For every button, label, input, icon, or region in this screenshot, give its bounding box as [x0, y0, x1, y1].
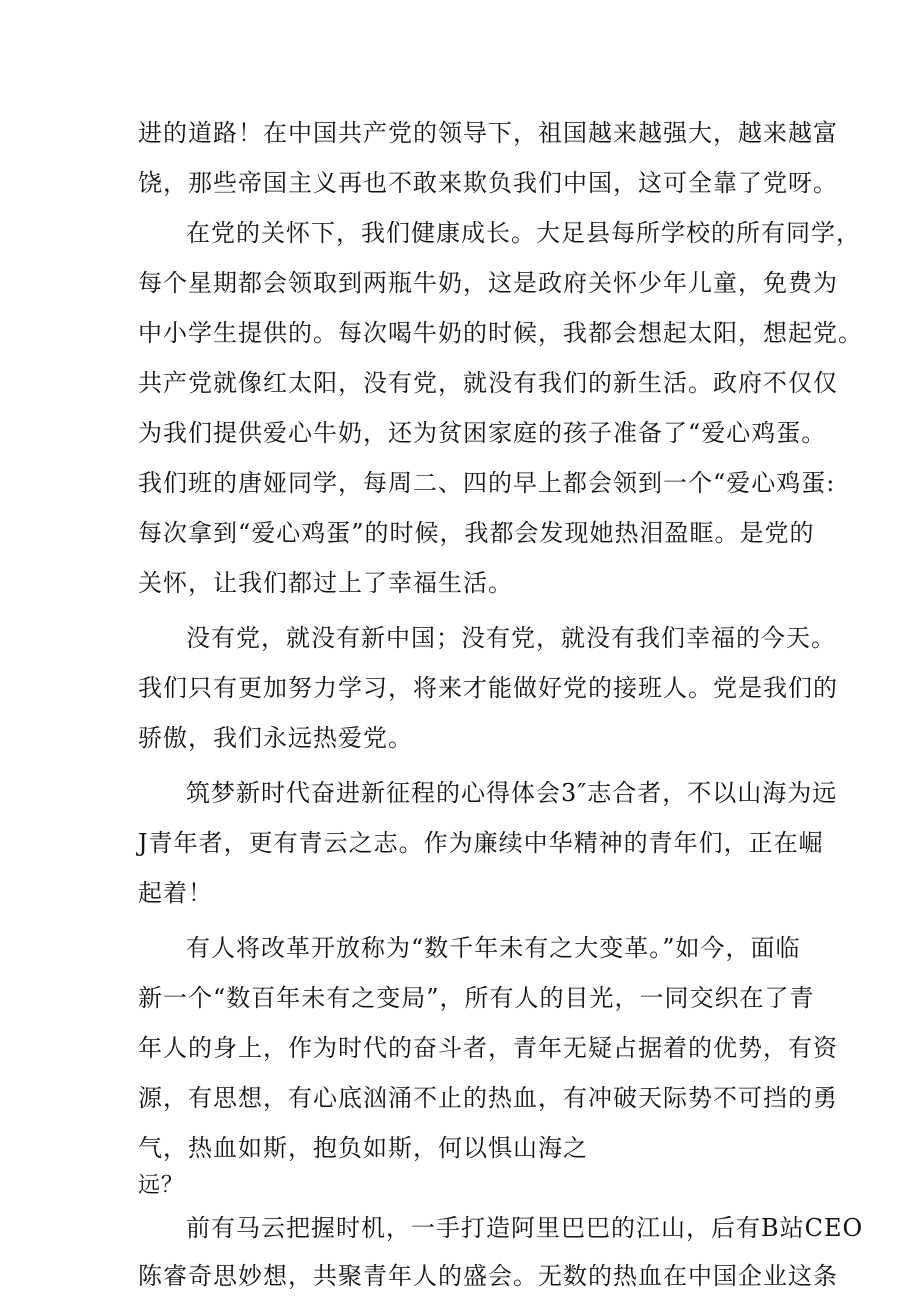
- text-line: 每次拿到“爱心鸡蛋”的时候，我都会发现她热泪盈眶。是党的: [138, 519, 815, 547]
- text-line: 起着！: [138, 879, 213, 907]
- text-line: J青年者，更有青云之志。作为廉续中华精神的青年们，正在崛: [138, 829, 824, 857]
- text-line: 饶，那些帝国主义再也不敢来欺负我们中国，这可全靠了党呀。: [138, 169, 838, 197]
- text-line: 关怀，让我们都过上了幸福生活。: [138, 569, 513, 597]
- text-line: 源，有思想，有心底汹涌不止的热血，有冲破天际势不可挡的勇: [138, 1084, 838, 1112]
- paragraph-start-line: 没有党，就没有新中国；没有党，就没有我们幸福的今天。: [186, 624, 836, 652]
- text-line: 我们班的唐娅同学，每周二、四的早上都会领到一个“爱心鸡蛋:: [138, 469, 836, 497]
- paragraph-start-line: 在党的关怀下，我们健康成长。大足县每所学校的所有同学，: [186, 219, 861, 247]
- paragraph-start-line: 有人将改革开放称为“数千年未有之大变革。”如今，面临: [186, 934, 801, 962]
- text-line: 新一个“数百年未有之变局”，所有人的目光，一同交织在了青: [138, 984, 815, 1012]
- text-line: 我们只有更加努力学习，将来才能做好党的接班人。党是我们的: [138, 674, 838, 702]
- text-line: 气，热血如斯，抱负如斯，何以惧山海之: [138, 1134, 588, 1162]
- text-line: 陈睿奇思妙想，共聚青年人的盛会。无数的热血在中国企业这条: [138, 1262, 838, 1290]
- text-line: 年人的身上，作为时代的奋斗者，青年无疑占据着的优势，有资: [138, 1034, 838, 1062]
- text-line: 中小学生提供的。每次喝牛奶的时候，我都会想起太阳，想起党。: [138, 319, 863, 347]
- text-line: 进的道路！在中国共产党的领导下，祖国越来越强大，越来越富: [138, 119, 838, 147]
- paragraph-start-line: 筑梦新时代奋进新征程的心得体会3″志合者，不以山海为远: [186, 779, 838, 807]
- text-line: 远？: [138, 1173, 185, 1198]
- text-line: 每个星期都会领取到两瓶牛奶，这是政府关怀少年儿童，免费为: [138, 269, 838, 297]
- text-line: 为我们提供爱心牛奶，还为贫困家庭的孩子准备了“爱心鸡蛋。: [138, 419, 827, 447]
- text-line: 共产党就像红太阳，没有党，就没有我们的新生活。政府不仅仅: [138, 369, 838, 397]
- paragraph-start-line: 前有马云把握时机，一手打造阿里巴巴的江山，后有B站CEO: [186, 1214, 864, 1242]
- text-line: 骄傲，我们永远热爱党。: [138, 724, 413, 752]
